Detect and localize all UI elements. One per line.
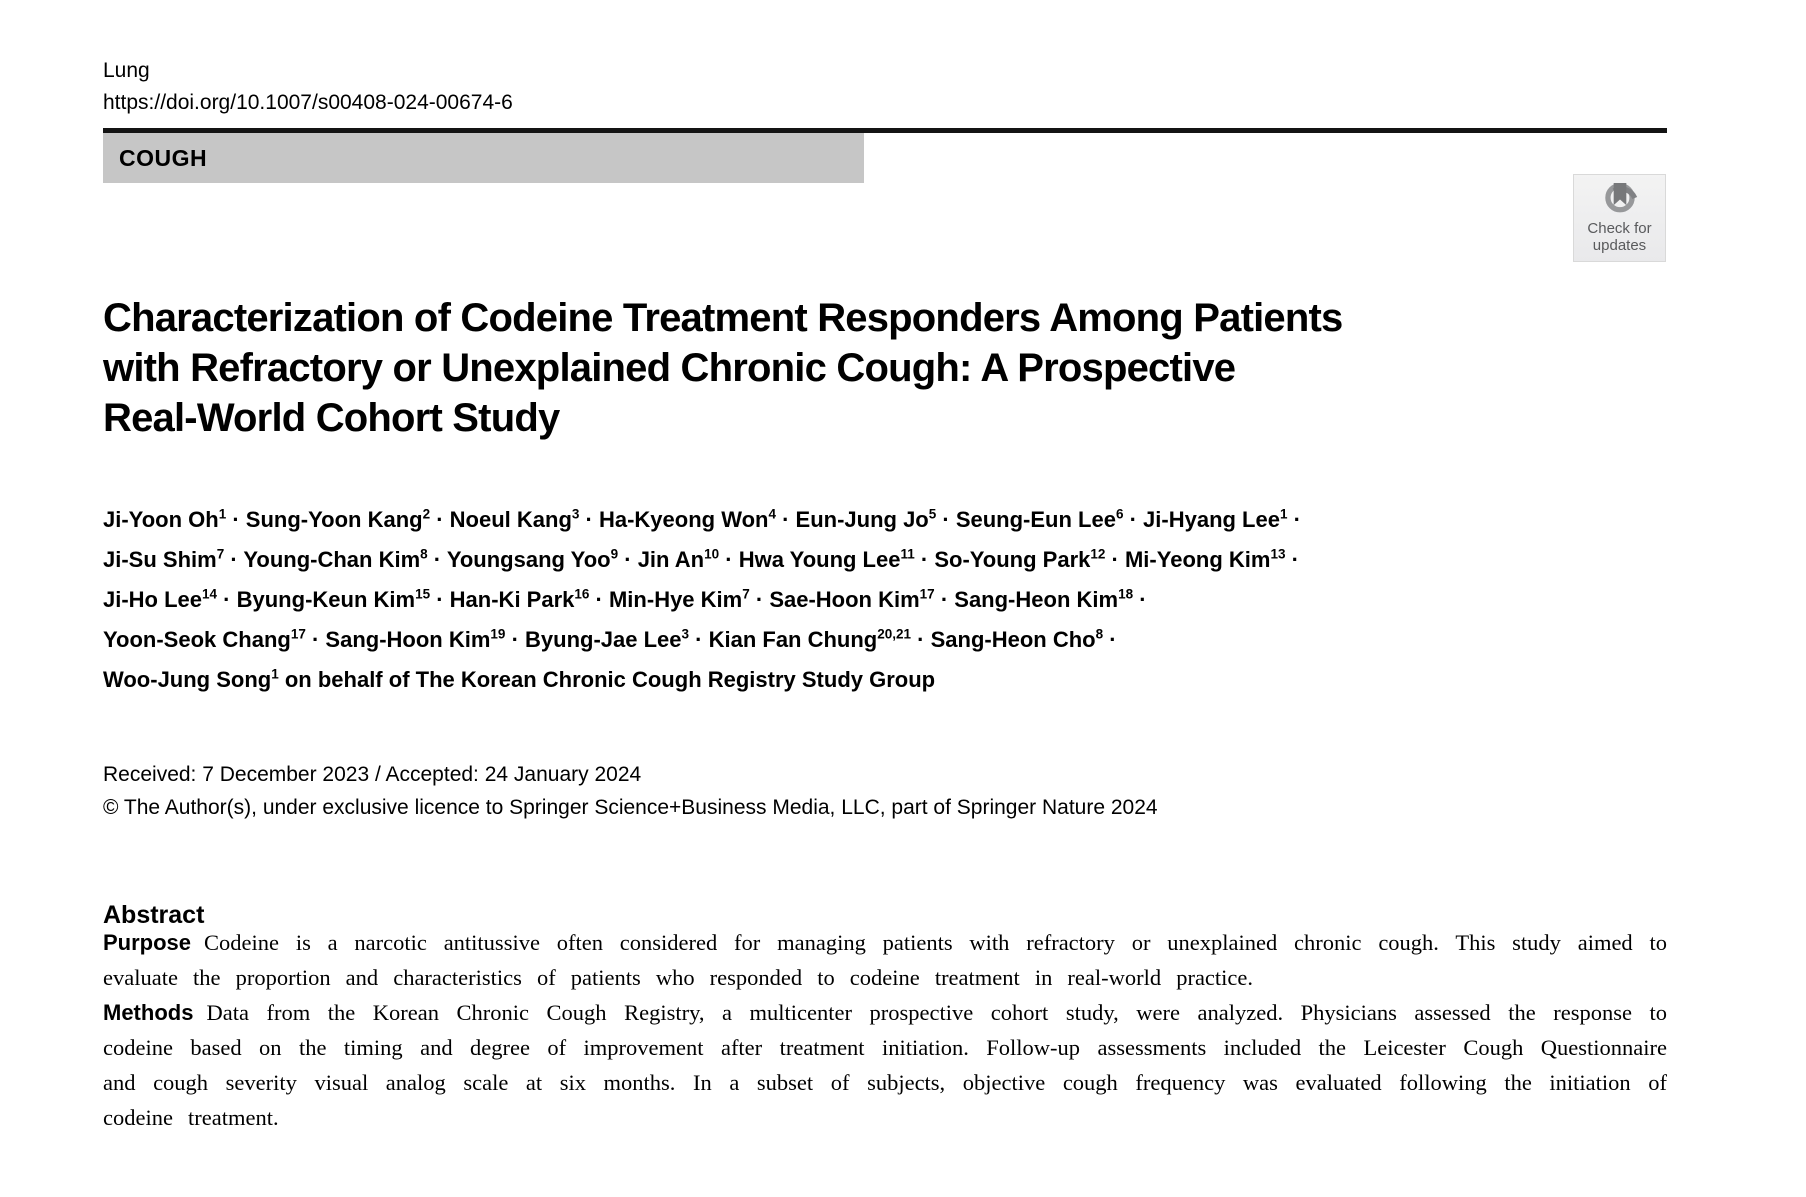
author-name: Sang-Heon Kim$^{18}$ bbox=[954, 586, 1134, 612]
author-line bbox=[103, 540, 1703, 580]
author-separator: · bbox=[1105, 547, 1125, 572]
author-name: Jin An$^{10}$ bbox=[637, 546, 720, 572]
section-bar bbox=[103, 133, 864, 183]
author-separator: · bbox=[505, 627, 526, 652]
received-accepted-line: Received: 7 December 2023 / Accepted: 24 January 2024 bbox=[103, 763, 642, 786]
author-name: Sang-Hoon Kim$^{19}$ bbox=[325, 626, 506, 652]
author-superscript: 17 bbox=[290, 626, 306, 642]
purpose-label: Purpose bbox=[103, 930, 192, 955]
author-superscript: 17 bbox=[919, 586, 935, 602]
author-superscript: 18 bbox=[1118, 586, 1134, 602]
author-separator: · bbox=[1285, 547, 1299, 572]
author-line bbox=[103, 500, 1703, 540]
author-name: Ji-Hyang Lee$^1$ bbox=[1143, 506, 1288, 532]
author-superscript: 8 bbox=[420, 546, 428, 562]
author-name: Ha-Kyeong Won$^4$ bbox=[598, 506, 776, 532]
author-name: Woo-Jung Song$^1$ bbox=[103, 666, 279, 692]
badge-text-line1: Check for bbox=[1587, 220, 1652, 237]
author-separator: · bbox=[430, 587, 450, 612]
doi-link[interactable]: https://doi.org/10.1007/s00408-024-00674-6 bbox=[103, 91, 513, 114]
section-label: COUGH bbox=[119, 144, 208, 171]
methods-label: Methods bbox=[103, 1000, 194, 1025]
author-name: Noeul Kang$^3$ bbox=[449, 506, 580, 532]
author-name: Hwa Young Lee$^{11}$ bbox=[738, 546, 915, 572]
title-line: Characterization of Codeine Treatment Responders Among Patients bbox=[103, 295, 1343, 340]
author-name: Kian Fan Chung$^{20,21}$ bbox=[708, 626, 912, 652]
author-name: Mi-Yeong Kim$^{13}$ bbox=[1124, 546, 1286, 572]
author-separator: · bbox=[226, 507, 246, 532]
author-name: Han-Ki Park$^{16}$ bbox=[449, 586, 590, 612]
author-separator: · bbox=[305, 627, 326, 652]
badge-text bbox=[1574, 220, 1665, 254]
journal-header bbox=[103, 55, 513, 119]
author-name: Youngsang Yoo$^9$ bbox=[446, 546, 619, 572]
author-separator: · bbox=[430, 507, 450, 532]
author-superscript: 2 bbox=[422, 506, 431, 522]
author-superscript: 1 bbox=[271, 666, 279, 682]
author-separator: · bbox=[936, 507, 956, 532]
author-superscript: 6 bbox=[1115, 506, 1124, 522]
author-line bbox=[103, 660, 1703, 700]
author-name: Sang-Heon Cho$^8$ bbox=[930, 626, 1104, 652]
purpose-text: Codeine is a narcotic antitussive often considered for managing patients with refractory or unexplained chronic cough. This study aimed to evaluate the proportion and characteristics of patients who responded to codeine treatment in real-world practice. bbox=[103, 930, 1667, 990]
author-name: Yoon-Seok Chang$^{17}$ bbox=[103, 626, 306, 652]
author-superscript: 1 bbox=[218, 506, 227, 522]
abstract-body bbox=[103, 925, 1667, 1135]
author-superscript: 7 bbox=[742, 586, 750, 602]
author-separator: · bbox=[911, 627, 931, 652]
author-superscript: 13 bbox=[1270, 546, 1286, 562]
author-name: Ji-Su Shim$^7$ bbox=[103, 546, 225, 572]
badge-text-line2: updates bbox=[1592, 237, 1647, 254]
article-meta bbox=[103, 758, 1158, 824]
author-superscript: 11 bbox=[900, 546, 915, 562]
author-separator: · bbox=[1123, 507, 1144, 532]
title-line: with Refractory or Unexplained Chronic Cough: A Prospective bbox=[103, 345, 1236, 390]
author-name: So-Young Park$^{12}$ bbox=[934, 546, 1106, 572]
purpose-paragraph bbox=[103, 925, 1667, 995]
author-separator: · bbox=[934, 587, 955, 612]
abstract-heading: Abstract bbox=[103, 900, 205, 929]
author-superscript: 16 bbox=[574, 586, 590, 602]
title-line: Real-World Cohort Study bbox=[103, 395, 560, 440]
author-separator: · bbox=[1287, 507, 1301, 532]
author-name: Ji-Yoon Oh$^1$ bbox=[103, 506, 227, 532]
author-separator: · bbox=[589, 587, 609, 612]
author-line bbox=[103, 580, 1703, 620]
author-superscript: 15 bbox=[415, 586, 431, 602]
methods-text: Data from the Korean Chronic Cough Registry, a multicenter prospective cohort study, were analyzed. Physicians assessed the response to codeine based on the timing and degree of improvement after treatment initiation. Follow-up assessments included the Leicester Cough Questionnaire and cough severity visual analog scale at six months. In a subset of subjects, objective cough frequency was evaluated following the initiation of codeine treatment. bbox=[103, 1000, 1667, 1130]
author-separator: · bbox=[689, 627, 709, 652]
author-list bbox=[103, 500, 1703, 700]
author-superscript: 1 bbox=[1279, 506, 1288, 522]
author-superscript: 12 bbox=[1090, 546, 1106, 562]
author-name: Young-Chan Kim$^8$ bbox=[243, 546, 428, 572]
author-separator: · bbox=[1103, 627, 1117, 652]
author-name: Byung-Keun Kim$^{15}$ bbox=[236, 586, 431, 612]
author-separator: · bbox=[1133, 587, 1147, 612]
author-separator: · bbox=[427, 547, 447, 572]
author-separator: · bbox=[914, 547, 935, 572]
author-superscript: 3 bbox=[571, 506, 580, 522]
author-separator: · bbox=[618, 547, 638, 572]
author-name: Ji-Ho Lee$^{14}$ bbox=[103, 586, 218, 612]
author-separator: · bbox=[217, 587, 237, 612]
author-superscript: 20,21 bbox=[877, 626, 912, 642]
author-superscript: 8 bbox=[1095, 626, 1104, 642]
author-name: Seung-Eun Lee$^6$ bbox=[955, 506, 1124, 532]
copyright-line: © The Author(s), under exclusive licence to Springer Science+Business Media, LLC, part of Springer Nature 2024 bbox=[103, 796, 1158, 819]
authors-suffix: on behalf of The Korean Chronic Cough Registry Study Group bbox=[278, 667, 936, 692]
article-title bbox=[103, 293, 1342, 443]
crossmark-bookmark-circle-icon bbox=[1597, 178, 1643, 222]
author-separator: · bbox=[749, 587, 770, 612]
author-superscript: 7 bbox=[216, 546, 225, 562]
author-name: Min-Hye Kim$^7$ bbox=[608, 586, 750, 612]
author-separator: · bbox=[579, 507, 599, 532]
check-for-updates-badge[interactable] bbox=[1573, 174, 1666, 262]
methods-paragraph bbox=[103, 995, 1667, 1135]
author-separator: · bbox=[775, 507, 796, 532]
author-superscript: 9 bbox=[610, 546, 619, 562]
author-superscript: 19 bbox=[490, 626, 506, 642]
author-superscript: 4 bbox=[768, 506, 776, 522]
author-name: Sung-Yoon Kang$^2$ bbox=[245, 506, 431, 532]
author-separator: · bbox=[224, 547, 244, 572]
author-name: Eun-Jung Jo$^5$ bbox=[795, 506, 937, 532]
author-line bbox=[103, 620, 1703, 660]
author-superscript: 10 bbox=[704, 546, 720, 562]
author-superscript: 5 bbox=[928, 506, 937, 522]
author-name: Sae-Hoon Kim$^{17}$ bbox=[769, 586, 935, 612]
author-separator: · bbox=[719, 547, 739, 572]
author-superscript: 3 bbox=[681, 626, 690, 642]
author-name: Byung-Jae Lee$^3$ bbox=[525, 626, 690, 652]
author-superscript: 14 bbox=[202, 586, 218, 602]
journal-name: Lung bbox=[103, 59, 150, 82]
